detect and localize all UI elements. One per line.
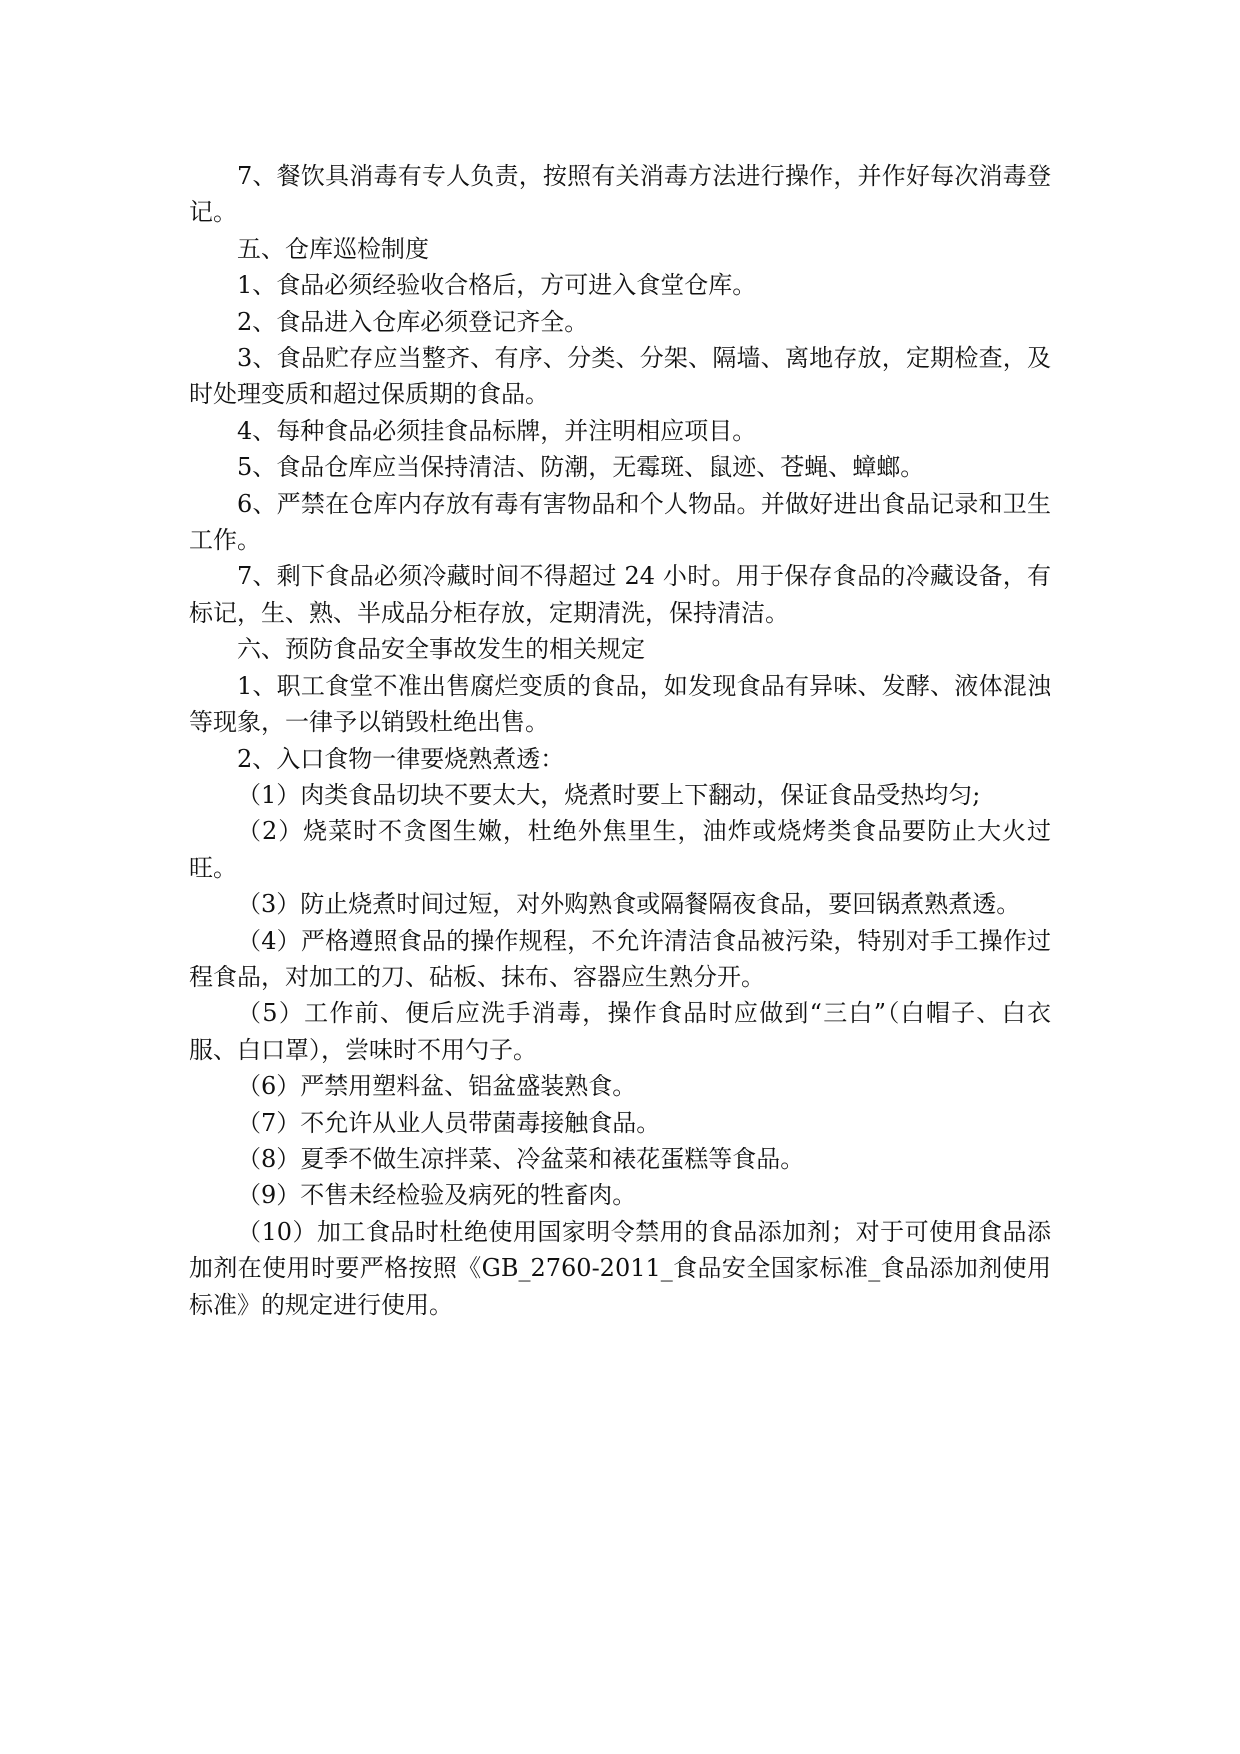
document-body — [189, 158, 1051, 1323]
paragraph-warehouse-rule-6: 6、严禁在仓库内存放有毒有害物品和个人物品。并做好进出食品记录和卫生工作。 — [189, 489, 1051, 555]
paragraph-cooking-rule-4: （4）严格遵照食品的操作规程，不允许清洁食品被污染，特别对手工操作过程食品，对加工的刀、砧板、抹布、容器应生熟分开。 — [189, 926, 1051, 991]
paragraph-cooking-rule-5: （5）工作前、便后应洗手消毒，操作食品时应做到“三白”（白帽子、白衣服、白口罩），尝味时不用勺子。 — [189, 999, 1051, 1064]
paragraph-cooking-rule-6: （6）严禁用塑料盆、铝盆盛装熟食。 — [237, 1072, 637, 1101]
paragraph-warehouse-rule-1: 1、食品必须经验收合格后，方可进入食堂仓库。 — [237, 271, 757, 300]
paragraph-warehouse-rule-4: 4、每种食品必须挂食品标牌，并注明相应项目。 — [237, 416, 757, 445]
paragraph-cooking-rule-7: （7）不允许从业人员带菌毒接触食品。 — [237, 1108, 661, 1137]
paragraph-cooking-rule-3: （3）防止烧煮时间过短，对外购熟食或隔餐隔夜食品，要回锅煮熟煮透。 — [237, 890, 1021, 919]
section-heading-warehouse-inspection: 五、仓库巡检制度 — [237, 234, 429, 263]
section-heading-food-safety-prevention: 六、预防食品安全事故发生的相关规定 — [237, 635, 645, 664]
paragraph-cooking-rule-1: （1）肉类食品切块不要太大，烧煮时要上下翻动，保证食品受热均匀; — [237, 780, 981, 809]
paragraph-cooking-rule-8: （8）夏季不做生凉拌菜、冷盆菜和裱花蛋糕等食品。 — [237, 1144, 805, 1173]
paragraph-warehouse-rule-7: 7、剩下食品必须冷藏时间不得超过 24 小时。用于保存食品的冷藏设备，有标记，生、熟、半成品分柜存放，定期清洗，保持清洁。 — [189, 562, 1051, 627]
paragraph-cooking-rule-9: （9）不售未经检验及病死的牲畜肉。 — [237, 1181, 637, 1210]
paragraph-prevention-rule-1: 1、职工食堂不准出售腐烂变质的食品，如发现食品有异味、发酵、液体混浊等现象，一律予以销毁杜绝出售。 — [189, 671, 1051, 737]
paragraph-prevention-rule-2: 2、入口食物一律要烧熟煮透： — [237, 744, 565, 773]
paragraph-cooking-rule-2: （2）烧菜时不贪图生嫩，杜绝外焦里生，油炸或烧烤类食品要防止大火过旺。 — [189, 817, 1051, 882]
paragraph-warehouse-rule-5: 5、食品仓库应当保持清洁、防潮，无霉斑、鼠迹、苍蝇、蟑螂。 — [237, 453, 925, 482]
paragraph-cooking-rule-10: （10）加工食品时杜绝使用国家明令禁用的食品添加剂；对于可使用食品添加剂在使用时要严格按照《GB_2760-2011_食品安全国家标准_食品添加剂使用标准》的规定进行使用。 — [189, 1217, 1051, 1319]
paragraph-warehouse-rule-2: 2、食品进入仓库必须登记齐全。 — [237, 307, 589, 336]
paragraph-warehouse-rule-3: 3、食品贮存应当整齐、有序、分类、分架、隔墙、离地存放，定期检查，及时处理变质和超过保质期的食品。 — [189, 344, 1051, 409]
paragraph-tableware-disinfection: 7、餐饮具消毒有专人负责，按照有关消毒方法进行操作，并作好每次消毒登记。 — [189, 162, 1051, 227]
